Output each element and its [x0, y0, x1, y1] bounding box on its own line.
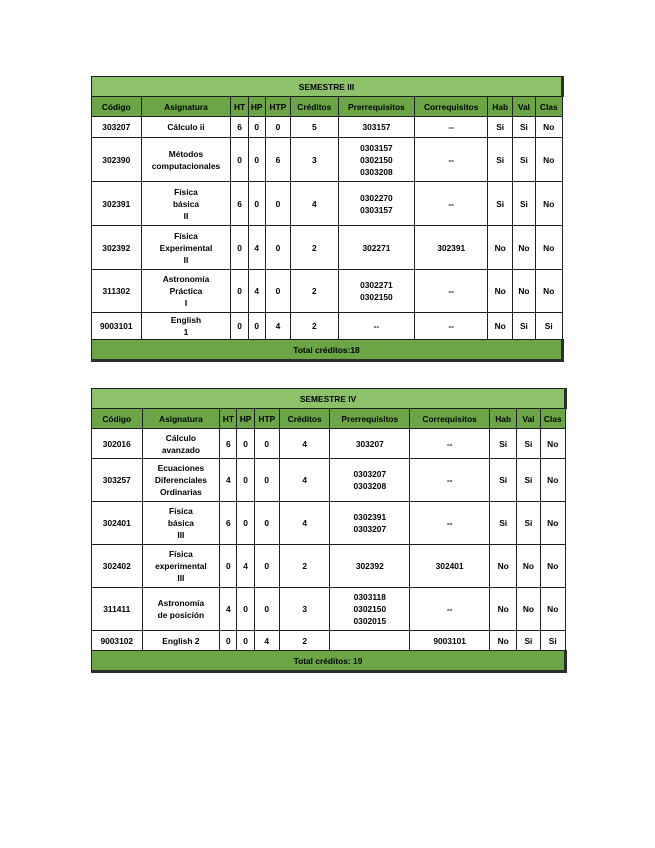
hp-hours: 0: [248, 182, 265, 226]
prerequisites: 303157: [338, 117, 415, 138]
col-header: HP: [237, 409, 254, 429]
credits: 3: [279, 588, 330, 631]
prerequisites: 0302270 0303157: [338, 182, 415, 226]
credits: 5: [291, 117, 338, 138]
semester-title: SEMESTRE IV: [92, 389, 566, 409]
val-flag: Si: [517, 459, 540, 502]
col-header: Correquisitos: [410, 409, 490, 429]
prerequisites: 0302391 0303207: [330, 502, 410, 545]
ht-hours: 0: [231, 313, 248, 340]
course-name: Cálculo avanzado: [142, 429, 220, 459]
semester-title: SEMESTRE III: [92, 77, 563, 97]
corequisites: --: [415, 313, 488, 340]
ht-hours: 0: [231, 226, 248, 270]
course-name: Cálculo ii: [141, 117, 231, 138]
ht-hours: 4: [220, 459, 237, 502]
htp-hours: 4: [254, 631, 279, 651]
col-header: Clas: [540, 409, 565, 429]
course-code: 302401: [92, 502, 143, 545]
htp-hours: 4: [265, 313, 290, 340]
course-code: 303257: [92, 459, 143, 502]
corequisites: --: [410, 502, 490, 545]
course-code: 311302: [92, 270, 142, 313]
total-credits: Total créditos:18: [92, 340, 563, 361]
course-code: 302392: [92, 226, 142, 270]
val-flag: Si: [517, 429, 540, 459]
credits: 2: [291, 270, 338, 313]
course-code: 302391: [92, 182, 142, 226]
table-row: [92, 270, 563, 313]
course-name: English 2: [142, 631, 220, 651]
corequisites: --: [415, 182, 488, 226]
clas-flag: No: [540, 459, 565, 502]
htp-hours: 0: [254, 545, 279, 588]
hab-flag: Si: [488, 117, 513, 138]
table-row: [92, 182, 563, 226]
hp-hours: 0: [237, 429, 254, 459]
table-row: [92, 502, 566, 545]
hab-flag: Si: [490, 502, 517, 545]
prerequisites: --: [338, 313, 415, 340]
clas-flag: No: [540, 502, 565, 545]
clas-flag: Si: [535, 313, 562, 340]
clas-flag: No: [535, 138, 562, 182]
ht-hours: 0: [220, 631, 237, 651]
hab-flag: No: [488, 313, 513, 340]
course-name: Astronomía de posición: [142, 588, 220, 631]
course-code: 302390: [92, 138, 142, 182]
corequisites: --: [415, 117, 488, 138]
clas-flag: Si: [540, 631, 565, 651]
corequisites: --: [410, 588, 490, 631]
ht-hours: 4: [220, 588, 237, 631]
val-flag: Si: [517, 502, 540, 545]
hab-flag: Si: [490, 459, 517, 502]
hab-flag: Si: [488, 138, 513, 182]
prerequisites: 0303207 0303208: [330, 459, 410, 502]
hp-hours: 0: [248, 117, 265, 138]
clas-flag: No: [535, 226, 562, 270]
prerequisites: 0303118 0302150 0302015: [330, 588, 410, 631]
course-name: Física experimental III: [142, 545, 220, 588]
clas-flag: No: [535, 270, 562, 313]
course-name: Ecuaciones Diferenciales Ordinarias: [142, 459, 220, 502]
table-row: [92, 459, 566, 502]
prerequisites: 0303157 0302150 0303208: [338, 138, 415, 182]
prerequisites: 303207: [330, 429, 410, 459]
hp-hours: 0: [237, 588, 254, 631]
prerequisites: 0302271 0302150: [338, 270, 415, 313]
htp-hours: 0: [265, 117, 290, 138]
header-row: [92, 97, 563, 117]
col-header: Créditos: [291, 97, 338, 117]
corequisites: --: [410, 459, 490, 502]
table-row: [92, 588, 566, 631]
header-row: [92, 409, 566, 429]
course-name: Física básica III: [142, 502, 220, 545]
col-header: HT: [231, 97, 248, 117]
col-header: Clas: [535, 97, 562, 117]
col-header: Código: [92, 97, 142, 117]
semester-iv-table: [91, 388, 567, 673]
val-flag: Si: [513, 182, 535, 226]
course-name: Métodos computacionales: [141, 138, 231, 182]
hab-flag: No: [488, 270, 513, 313]
clas-flag: No: [535, 182, 562, 226]
col-header: HTP: [265, 97, 290, 117]
htp-hours: 0: [254, 429, 279, 459]
table-row: [92, 313, 563, 340]
col-header: Asignatura: [141, 97, 231, 117]
htp-hours: 0: [254, 588, 279, 631]
corequisites: 302401: [410, 545, 490, 588]
hp-hours: 4: [248, 226, 265, 270]
val-flag: Si: [513, 313, 535, 340]
col-header: Prerrequisitos: [338, 97, 415, 117]
course-code: 303207: [92, 117, 142, 138]
table-row: [92, 226, 563, 270]
ht-hours: 6: [220, 502, 237, 545]
hab-flag: Si: [490, 429, 517, 459]
hp-hours: 0: [248, 138, 265, 182]
val-flag: No: [517, 588, 540, 631]
col-header: HP: [248, 97, 265, 117]
col-header: HTP: [254, 409, 279, 429]
course-code: 311411: [92, 588, 143, 631]
col-header: Hab: [490, 409, 517, 429]
val-flag: Si: [513, 117, 535, 138]
credits: 2: [279, 545, 330, 588]
table-row: [92, 138, 563, 182]
ht-hours: 6: [231, 182, 248, 226]
corequisites: --: [415, 138, 488, 182]
credits: 4: [291, 182, 338, 226]
credits: 3: [291, 138, 338, 182]
col-header: Asignatura: [142, 409, 220, 429]
col-header: Prerrequisitos: [330, 409, 410, 429]
credits: 4: [279, 459, 330, 502]
prerequisites: 302271: [338, 226, 415, 270]
corequisites: --: [415, 270, 488, 313]
course-code: 9003101: [92, 313, 142, 340]
course-name: Astronomía Práctica I: [141, 270, 231, 313]
hp-hours: 0: [248, 313, 265, 340]
hab-flag: No: [490, 588, 517, 631]
table-row: [92, 117, 563, 138]
hab-flag: No: [488, 226, 513, 270]
course-code: 302016: [92, 429, 143, 459]
hp-hours: 0: [237, 502, 254, 545]
val-flag: No: [513, 270, 535, 313]
table-row: [92, 429, 566, 459]
htp-hours: 6: [265, 138, 290, 182]
val-flag: No: [517, 545, 540, 588]
hp-hours: 0: [237, 631, 254, 651]
credits: 2: [279, 631, 330, 651]
hab-flag: No: [490, 631, 517, 651]
course-name: Física Experimental II: [141, 226, 231, 270]
course-name: Física básica II: [141, 182, 231, 226]
credits: 2: [291, 226, 338, 270]
htp-hours: 0: [265, 182, 290, 226]
course-code: 302402: [92, 545, 143, 588]
col-header: Hab: [488, 97, 513, 117]
hp-hours: 0: [237, 459, 254, 502]
table-row: [92, 631, 566, 651]
corequisites: --: [410, 429, 490, 459]
col-header: Correquisitos: [415, 97, 488, 117]
ht-hours: 0: [220, 545, 237, 588]
corequisites: 302391: [415, 226, 488, 270]
ht-hours: 6: [231, 117, 248, 138]
table-row: [92, 545, 566, 588]
semester-iii-table: [91, 76, 564, 362]
total-credits: Total créditos: 19: [92, 651, 566, 672]
credits: 2: [291, 313, 338, 340]
credits: 4: [279, 502, 330, 545]
clas-flag: No: [540, 588, 565, 631]
prerequisites: [330, 631, 410, 651]
hab-flag: No: [490, 545, 517, 588]
val-flag: Si: [513, 138, 535, 182]
prerequisites: 302392: [330, 545, 410, 588]
htp-hours: 0: [265, 270, 290, 313]
ht-hours: 0: [231, 270, 248, 313]
clas-flag: No: [535, 117, 562, 138]
htp-hours: 0: [254, 502, 279, 545]
hp-hours: 4: [248, 270, 265, 313]
clas-flag: No: [540, 429, 565, 459]
ht-hours: 6: [220, 429, 237, 459]
col-header: Val: [517, 409, 540, 429]
course-code: 9003102: [92, 631, 143, 651]
val-flag: Si: [517, 631, 540, 651]
col-header: Val: [513, 97, 535, 117]
credits: 4: [279, 429, 330, 459]
ht-hours: 0: [231, 138, 248, 182]
val-flag: No: [513, 226, 535, 270]
col-header: HT: [220, 409, 237, 429]
hab-flag: Si: [488, 182, 513, 226]
htp-hours: 0: [265, 226, 290, 270]
col-header: Código: [92, 409, 143, 429]
corequisites: 9003101: [410, 631, 490, 651]
clas-flag: No: [540, 545, 565, 588]
course-name: English 1: [141, 313, 231, 340]
htp-hours: 0: [254, 459, 279, 502]
hp-hours: 4: [237, 545, 254, 588]
col-header: Créditos: [279, 409, 330, 429]
